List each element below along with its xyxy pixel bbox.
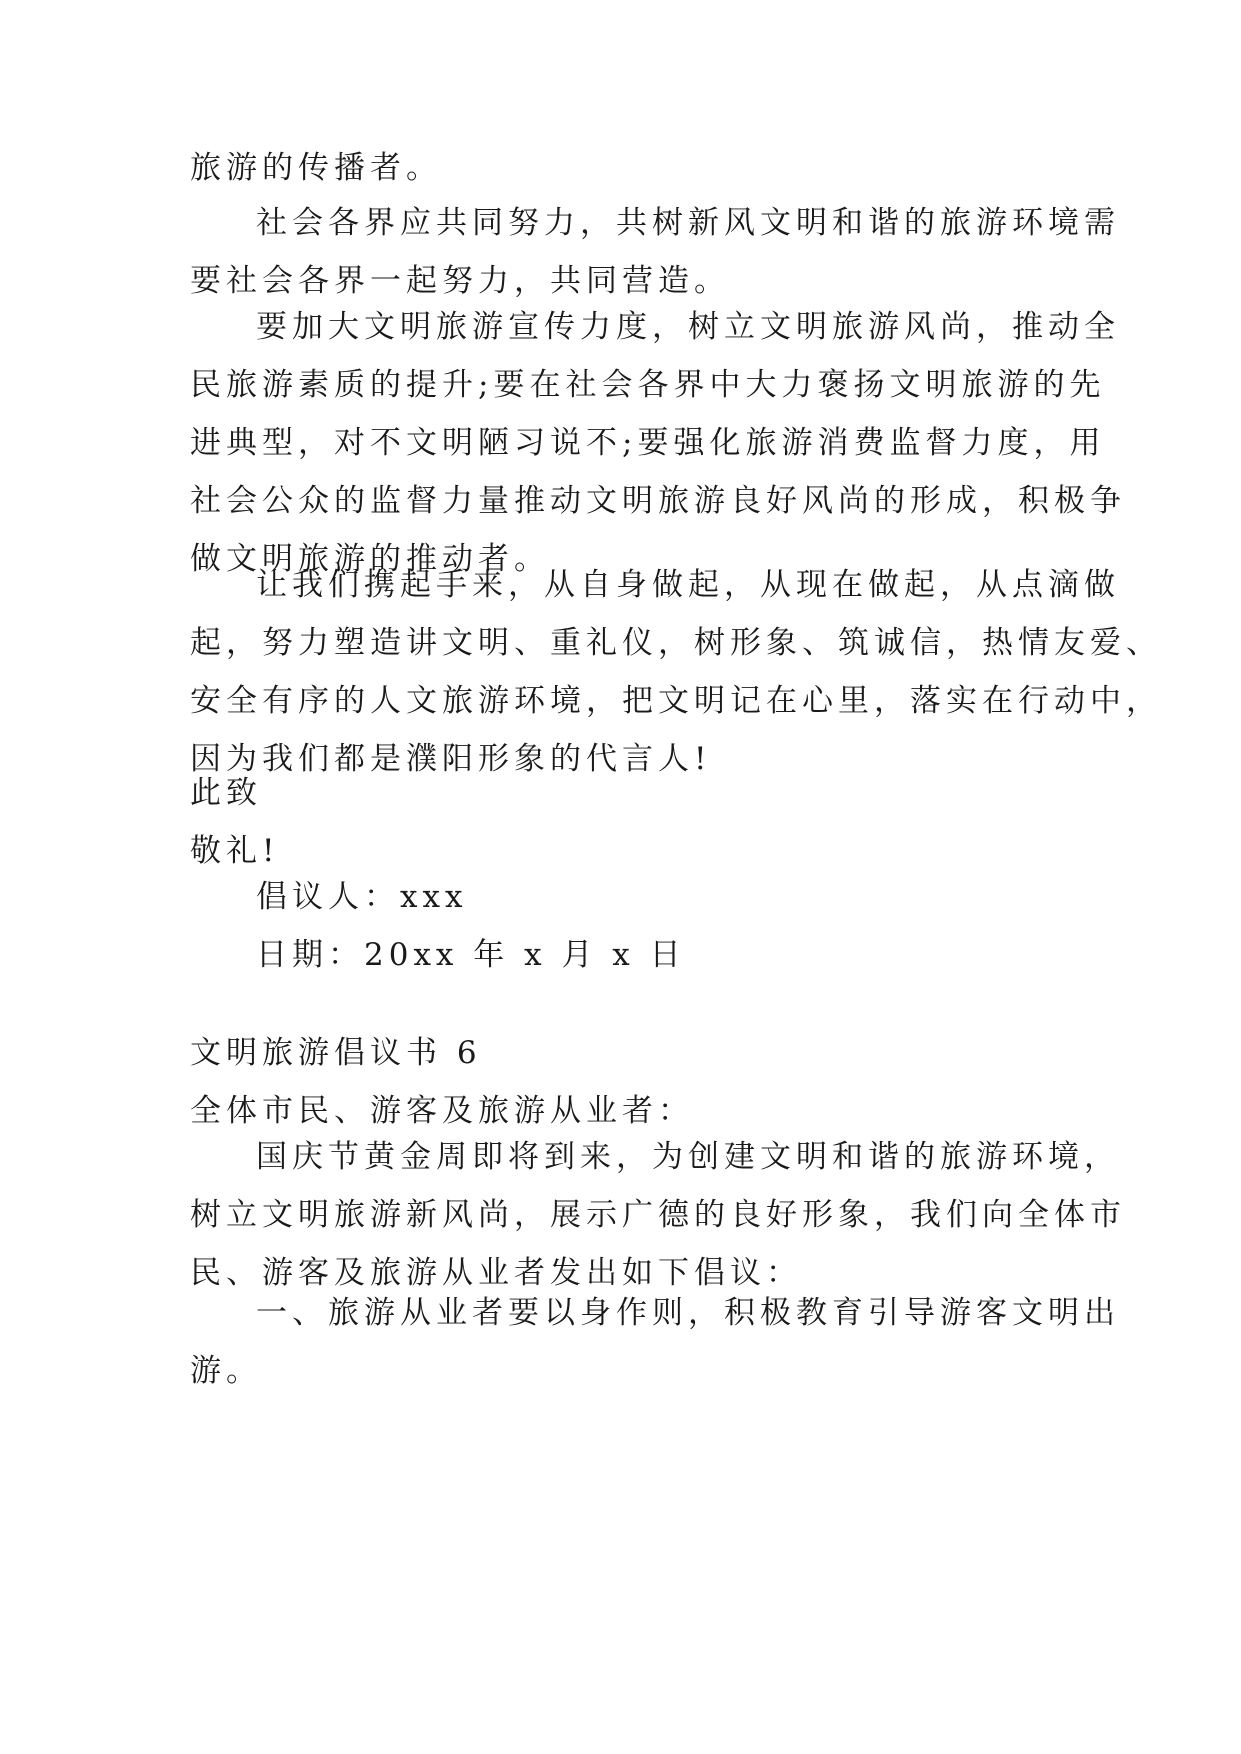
text-line: 社会公众的监督力量推动文明旅游良好风尚的形成，积极争 (190, 483, 1126, 519)
signature-block (190, 868, 1060, 984)
paragraph-item-one (190, 1284, 1120, 1400)
text-line: 因为我们都是濮阳形象的代言人! (190, 741, 712, 777)
paragraph-call-to-action (190, 556, 1162, 788)
closing-line: 敬礼! (190, 833, 280, 869)
closing-line: 此致 (190, 775, 262, 811)
text-line: 起，努力塑造讲文明、重礼仪，树形象、筑诚信，热情友爱、 (190, 625, 1162, 661)
text-line: 树立文明旅游新风尚，展示广德的良好形象，我们向全体市 (190, 1197, 1126, 1233)
text-line: 旅游的传播者。 (190, 150, 442, 186)
text-line: 安全有序的人文旅游环境，把文明记在心里，落实在行动中， (190, 683, 1162, 719)
section-heading (190, 1024, 1060, 1140)
paragraph-promotion (190, 298, 1126, 588)
text-line: 一、旅游从业者要以身作则，积极教育引导游客文明出 (256, 1295, 1120, 1331)
text-line: 国庆节黄金周即将到来，为创建文明和谐的旅游环境， (256, 1139, 1120, 1175)
text-line: 让我们携起手来，从自身做起，从现在做起，从点滴做 (256, 567, 1120, 603)
text-line: 要加大文明旅游宣传力度，树立文明旅游风尚，推动全 (256, 309, 1120, 345)
salutation: 全体市民、游客及旅游从业者： (190, 1093, 694, 1129)
text-line: 进典型，对不文明陋习说不;要强化旅游消费监督力度，用 (190, 425, 1106, 461)
text-line: 民旅游素质的提升;要在社会各界中大力褒扬文明旅游的先 (190, 367, 1106, 403)
paragraph-continuation (190, 139, 1060, 197)
date-line: 日期：20xx 年 x 月 x 日 (256, 937, 686, 973)
closing-greeting (190, 764, 1060, 880)
paragraph-national-day (190, 1128, 1126, 1302)
text-line: 民、游客及旅游从业者发出如下倡议： (190, 1255, 802, 1291)
section-title: 文明旅游倡议书 6 (190, 1035, 482, 1071)
text-line: 要社会各界一起努力，共同营造。 (190, 263, 730, 299)
text-line: 做文明旅游的推动者。 (190, 541, 550, 577)
paragraph-cooperation (190, 194, 1120, 310)
text-line: 游。 (190, 1353, 262, 1389)
signer-line: 倡议人：xxx (256, 879, 468, 915)
text-line: 社会各界应共同努力，共树新风文明和谐的旅游环境需 (256, 205, 1120, 241)
